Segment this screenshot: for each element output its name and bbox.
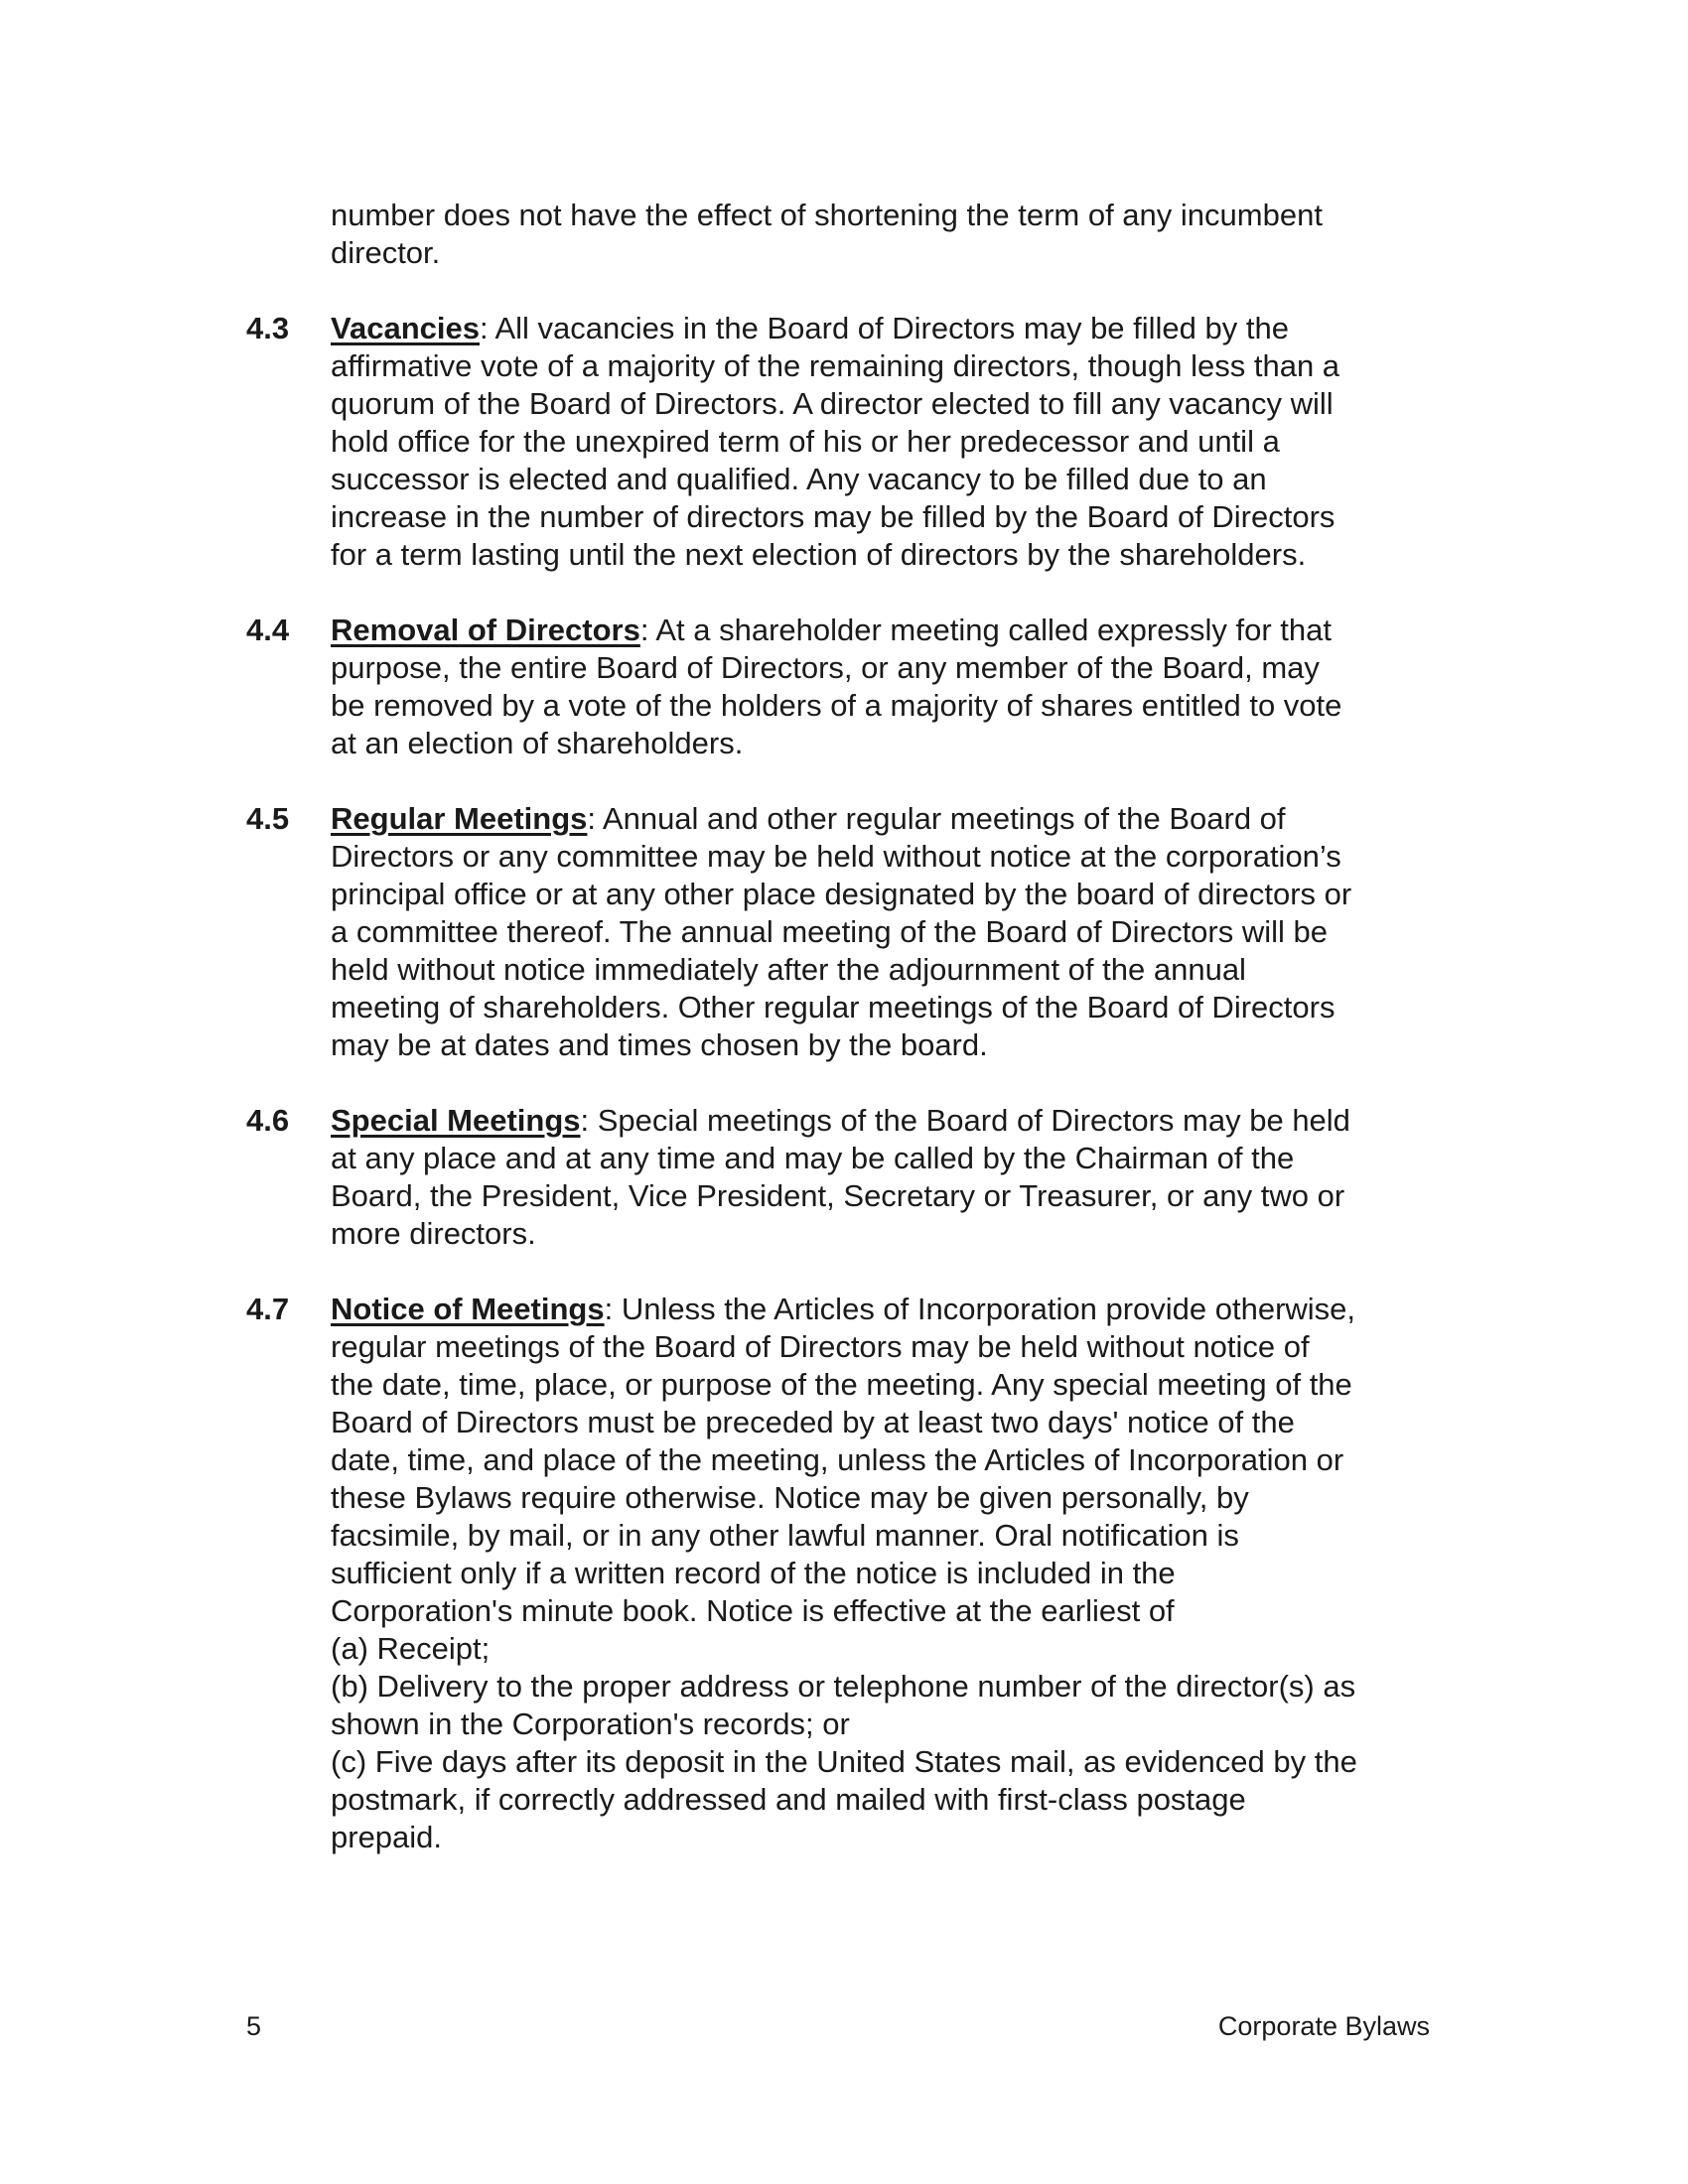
text-line: more directors.: [331, 1216, 536, 1251]
section-4-5: [246, 800, 1443, 1064]
text-line: hold office for the unexpired term of his or her predecessor and until a: [331, 424, 1280, 459]
text-line: regular meetings of the Board of Directors may be held without notice of: [331, 1329, 1310, 1364]
text-line: : All vacancies in the Board of Directors may be filled by the: [479, 311, 1289, 345]
section-body: [331, 1102, 1443, 1253]
section-number: 4.7: [246, 1292, 290, 1326]
text-line: director.: [331, 235, 441, 270]
text-line: : At a shareholder meeting called expressly for that: [639, 613, 1332, 647]
text-line: prepaid.: [331, 1820, 443, 1854]
text-line: number does not have the effect of shortening the term of any incumbent: [331, 198, 1323, 232]
text-line: : Special meetings of the Board of Directors may be held: [580, 1103, 1350, 1138]
footer-document-title: Corporate Bylaws: [1217, 2011, 1430, 2041]
text-line: successor is elected and qualified. Any vacancy to be filled due to an: [331, 462, 1267, 496]
text-line: purpose, the entire Board of Directors, or any member of the Board, may: [331, 650, 1320, 685]
text-line: held without notice immediately after the adjournment of the annual: [331, 952, 1246, 987]
text-line: Board of Directors must be preceded by at least two days' notice of the: [331, 1405, 1295, 1439]
section-body: [331, 1291, 1443, 1856]
text-line: for a term lasting until the next election of directors by the shareholders.: [331, 537, 1307, 572]
text-line: quorum of the Board of Directors. A director elected to fill any vacancy will: [331, 386, 1334, 421]
section-4-4: [246, 612, 1443, 762]
text-line: sufficient only if a written record of the notice is included in the: [331, 1556, 1176, 1590]
section-number: 4.5: [246, 801, 290, 836]
text-line: : Unless the Articles of Incorporation provide otherwise,: [604, 1292, 1356, 1326]
text-line: affirmative vote of a majority of the remaining directors, though less than a: [331, 348, 1340, 383]
section-4-6: [246, 1102, 1443, 1253]
section-body: [331, 310, 1443, 574]
text-line: be removed by a vote of the holders of a majority of shares entitled to vote: [331, 688, 1342, 723]
section-number: 4.6: [246, 1103, 290, 1138]
section-number: 4.4: [246, 613, 290, 647]
section-heading: Vacancies: [331, 311, 480, 345]
text-line: : Annual and other regular meetings of the Board of: [587, 801, 1286, 836]
text-line: principal office or at any other place designated by the board of directors or: [331, 877, 1352, 911]
text-line: at an election of shareholders.: [331, 726, 744, 760]
section-body: [331, 800, 1443, 1064]
section-body: [331, 612, 1443, 762]
list-item-a: (a) Receipt;: [331, 1631, 491, 1666]
list-item-c: (c) Five days after its deposit in the United States mail, as evidenced by the: [331, 1744, 1357, 1779]
text-line: date, time, and place of the meeting, unless the Articles of Incorporation or: [331, 1442, 1344, 1477]
text-line: a committee thereof. The annual meeting of the Board of Directors will be: [331, 914, 1329, 949]
text-line: Directors or any committee may be held without notice at the corporation’s: [331, 839, 1341, 874]
text-line: Board, the President, Vice President, Secretary or Treasurer, or any two or: [331, 1178, 1345, 1213]
text-line: Corporation's minute book. Notice is effective at the earliest of: [331, 1593, 1175, 1628]
text-line: may be at dates and times chosen by the board.: [331, 1027, 988, 1062]
text-line: at any place and at any time and may be called by the Chairman of the: [331, 1141, 1295, 1175]
section-heading: Special Meetings: [331, 1103, 581, 1138]
list-item-b: (b) Delivery to the proper address or telephone number of the director(s) as: [331, 1669, 1356, 1704]
section-4-3: [246, 310, 1443, 574]
text-line: increase in the number of directors may be filled by the Board of Directors: [331, 499, 1336, 534]
text-line: facsimile, by mail, or in any other lawful manner. Oral notification is: [331, 1518, 1239, 1553]
text-line: the date, time, place, or purpose of the meeting. Any special meeting of the: [331, 1367, 1352, 1402]
section-4-7: [246, 1291, 1443, 1856]
section-heading: Removal of Directors: [331, 613, 640, 647]
text-line: meeting of shareholders. Other regular meetings of the Board of Directors: [331, 990, 1336, 1024]
text-line: these Bylaws require otherwise. Notice may be given personally, by: [331, 1480, 1249, 1515]
text-line: postmark, if correctly addressed and mailed with first-class postage: [331, 1782, 1246, 1817]
section-heading: Notice of Meetings: [331, 1292, 605, 1326]
continued-paragraph: [331, 197, 1443, 272]
text-line: shown in the Corporation's records; or: [331, 1706, 850, 1741]
section-number: 4.3: [246, 311, 290, 345]
page-number: 5: [246, 2011, 262, 2041]
section-heading: Regular Meetings: [331, 801, 588, 836]
